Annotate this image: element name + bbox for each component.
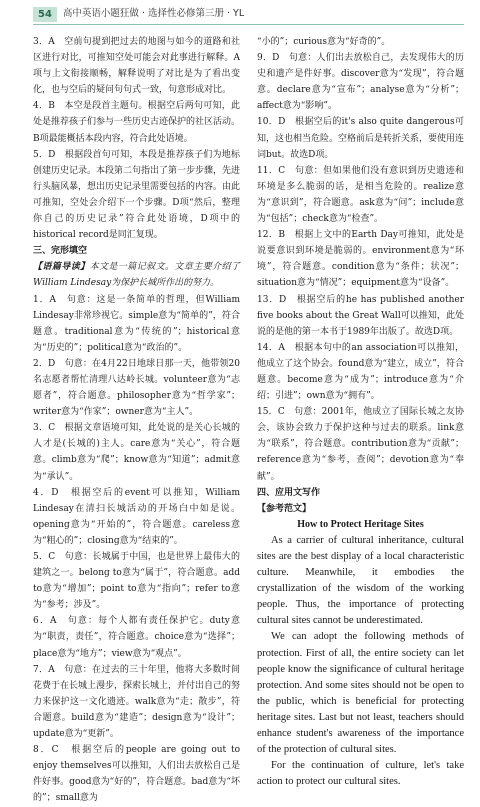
- section-heading: 【参考范文】: [257, 503, 312, 514]
- answer-explanation: 3．A 空前句提到把过去的地图与如今的道路和社区进行对比，可推知空处可能会对此事进行解释。A项与上文衔接顺畅，解释说明了对比是为了看出变化，也与空后的疑问句句式一致，句意形成对比。: [33, 37, 240, 96]
- answer-explanation: 6．A 句意：每个人都有责任保护它。duty意为“职责，责任”，符合题意。choice意为“选择”；place意为“地方”；view意为“观点”。: [33, 616, 240, 659]
- answer-explanation: 4．B 本空是段首主题句。根据空后两句可知，此处是推荐孩子们参与一些历史古迹保护的社区活动。B项最能概括本段内容，符合此处语境。: [33, 101, 241, 144]
- answer-explanation: 8．C 根据空后的people are going out to enjoy themselves可以推知，人们出去放松自己是件好事。good意为“好的”，符合题意。bad意为“坏的”；small意为: [33, 745, 240, 804]
- answer-explanation: 10．D 根据空后的it's also quite dangerous可知，这也相当危险。空格前后是转折关系，要使用连词but。故选D项。: [257, 117, 465, 160]
- answer-explanation: 15．C 句意：2001年，他成立了国际长城之友协会，该协会致力于保护这种与过去的联系。link意为“联系”，符合题意。contribution意为“贡献”；reference意为“参考，查阅”；devotion意为“奉献”。: [257, 407, 464, 482]
- answer-explanation: 5．C 句意：长城属于中国，也是世界上最伟大的建筑之一。belong to意为“属于”，符合题意。add to意为“增加”；point to意为“指向”；refer to意为“参考；涉及”。: [33, 552, 240, 611]
- reading-guide: [33, 259, 240, 291]
- answer-explanation: 11．C 句意：但如果他们没有意识到历史遗迹和环境是多么脆弱的话，是相当危险的。realize意为“意识到”，符合题意。ask意为“问”；include意为“包括”；check意为“检查”。: [257, 165, 464, 225]
- answer-explanation: 14．A 根据本句中的an association可以推知，他成立了这个协会。found意为“建立，成立”，符合题意。become意为“成为”；introduce意为“介绍；引进”；own意为“拥有”。: [257, 342, 464, 402]
- essay-paragraph: For the continuation of culture, let's take action to protect our cultural sites.: [257, 760, 464, 788]
- header-divider: [33, 24, 464, 25]
- answer-explanation: 9．D 句意：人们出去放松自己，去发现伟大的历史和遗产是件好事。discover意为“发现”，符合题意。declare意为“宣布”；analyse意为“分析”；affect意为“影响”。: [257, 53, 464, 112]
- page-header: [33, 6, 464, 22]
- answer-explanation: 4．D 根据空后的event可以推知，William Lindesay在清扫长城活动的开场白中如是说。opening意为“开始的”，符合题意。careless意为“粗心的”；closing意为“结束的”。: [33, 487, 240, 546]
- answer-explanation: 3．C 根据文章语境可知，此处说的是关心长城的人才是(长城的)主人。care意为“关心”，符合题意。climb意为“爬”；know意为“知道”；admit意为“承认”。: [33, 423, 240, 482]
- answer-explanation: 7．A 句意：在过去的三十年里，他将大多数时间花费于在长城上漫步，探索长城上，并付出自己的努力来保护这一文化遗迹。walk意为“走；散步”，符合题意。build意为“建造”；design意为“设计”；update意为“更新”。: [33, 664, 241, 740]
- reading-guide-text: 本文是一篇记叙文。文章主要介绍了William Lindesay为保护长城所作出的努力。: [33, 262, 240, 289]
- reading-guide-label: 【语篇导读】: [33, 262, 90, 273]
- answer-explanation: 2．D 句意：在4月22日地球日那一天，他带领20名志愿者帮忙清理八达岭长城。volunteer意为“志愿者”，符合题意。philosopher意为“哲学家”；writer意为“作家”；owner意为“主人”。: [33, 358, 240, 418]
- answer-explanation: “小的”；curious意为“好奇的”。: [257, 37, 391, 47]
- left-column: [33, 34, 240, 807]
- essay-paragraph: As a carrier of cultural inheritance, cultural sites are the best display of a local characteristic culture. Meanwhile, it embodies the crystallization of the wisdom of the working people. Thus, the importance of protecting cultural sites cannot be underestimated.: [257, 534, 464, 627]
- answer-explanation: 12．B 根据上文中的Earth Day可推知，此处是说要意识到环境是脆弱的。environment意为“环境”，符合题意。condition意为“条件；状况”；situation意为“情况”；equipment意为“设备”。: [257, 230, 464, 289]
- book-title: 高中英语小题狂做 · 选择性必修第三册 · YL: [62, 7, 245, 19]
- answer-explanation: 5．D 根据段首句可知，本段是推荐孩子们为地标创建历史记录。本段第二句指出了第一步步骤，先进行头脑风暴，想出历史记录里需要包括的内容。由此可推知，空处会介绍下一个步骤。D项“然后，整理你自己的历史记录”符合此处语境，D项中的historical record是同汇复现。: [33, 149, 241, 241]
- essay-title: How to Protect Heritage Sites: [297, 518, 424, 530]
- answer-explanation: 1．A 句意：这是一条简单的哲理，但William Lindesay非常珍视它。simple意为“简单的”，符合题意。traditional意为“传统的”；historical意为“历史的”；political意为“政治的”。: [33, 294, 240, 353]
- essay-paragraph: We can adopt the following methods of protection. First of all, the entire society can let people know the significance of cultural heritage protection. And some sites should not be open to the public, which is beneficial for protecting heritage sites. Last but not least, teachers should enhance student's awareness of the importance of the protection of cultural sites.: [257, 631, 464, 756]
- section-heading: 三、完形填空: [33, 246, 88, 257]
- section-heading: 四、应用文写作: [257, 487, 321, 498]
- content-columns: [33, 34, 464, 807]
- right-column: [257, 34, 464, 807]
- answer-explanation: 13．D 根据空后的he has published another five books about the Great Wall可以推知，此处说的是他的第一本书于1989年出版了。故选D项。: [257, 294, 464, 337]
- page-number: 54: [33, 7, 57, 22]
